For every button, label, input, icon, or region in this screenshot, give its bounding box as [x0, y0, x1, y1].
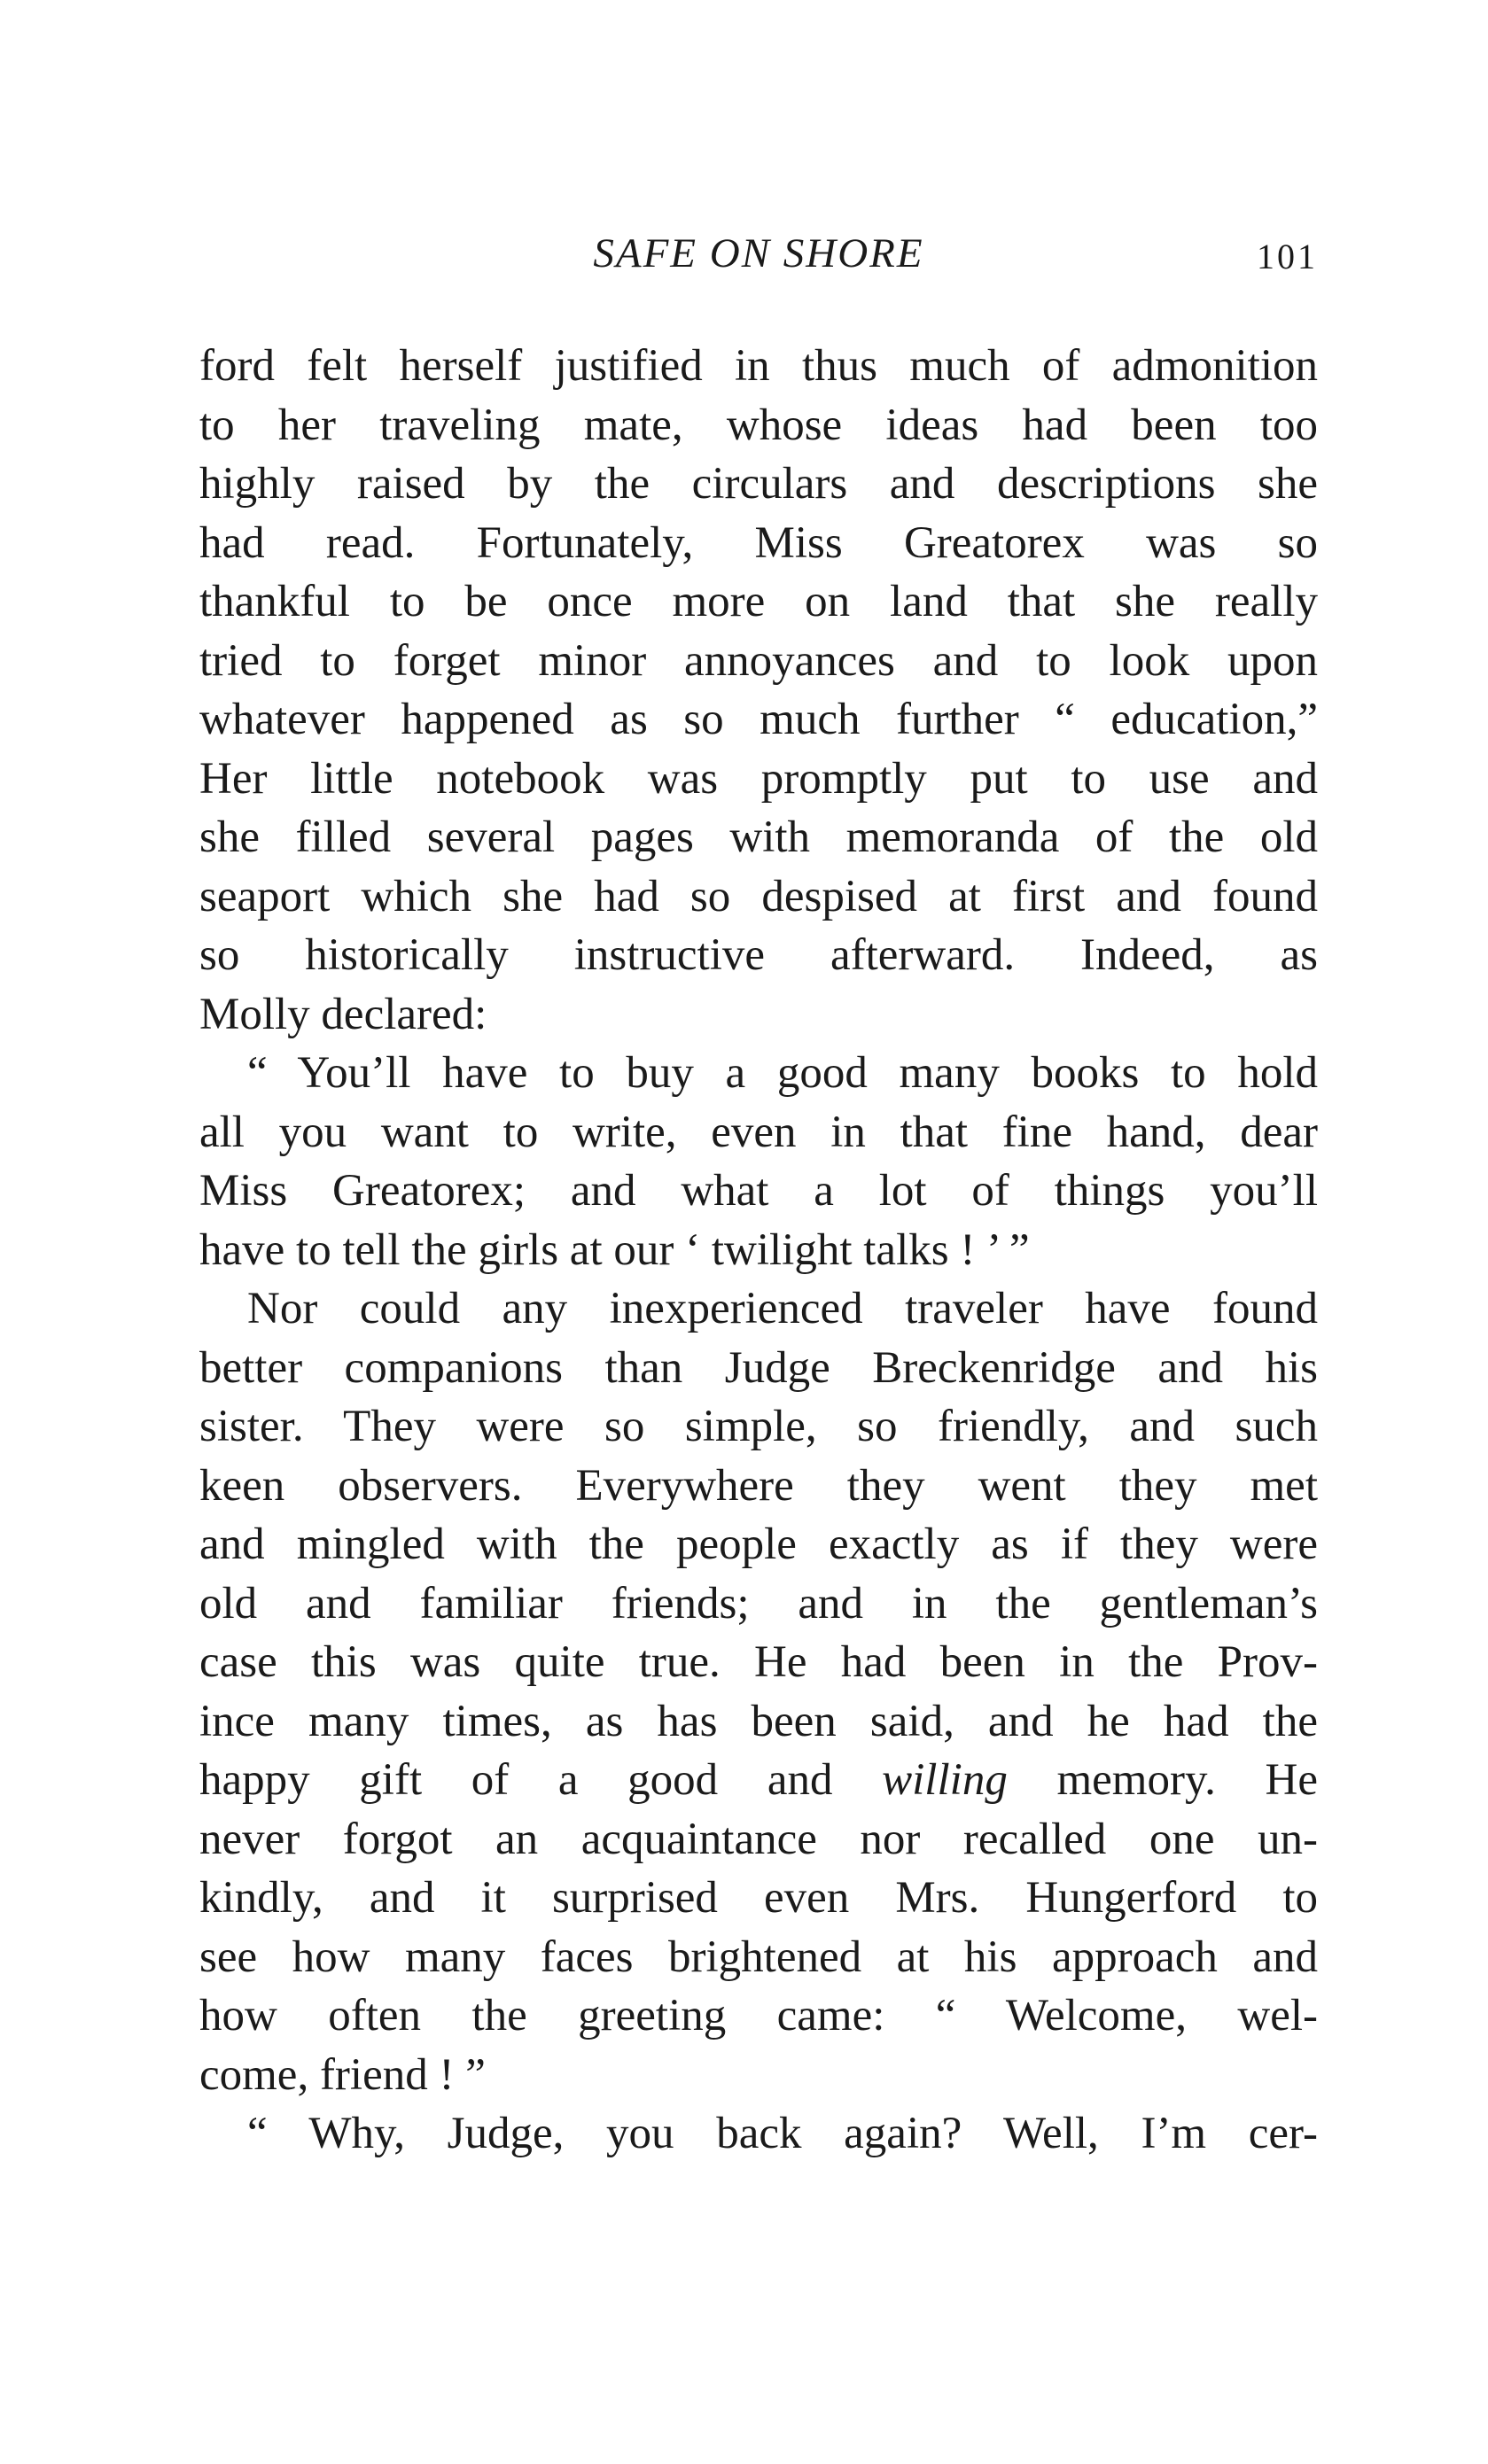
text-line: never forgot an acquaintance nor recalled one un-: [199, 1814, 1318, 1864]
text-line: had read. Fortunately, Miss Greatorex was so: [199, 517, 1318, 568]
running-head: [199, 227, 1318, 280]
text-line: better companions than Judge Breckenridge and his: [199, 1342, 1318, 1393]
text-line: highly raised by the circulars and descriptions she: [199, 459, 1318, 509]
text-line: “ Why, Judge, you back again? Well, I’m cer-: [247, 2109, 1318, 2158]
text-line: so historically instructive afterward. Indeed, as: [199, 930, 1318, 980]
text-line: keen observers. Everywhere they went they met: [199, 1460, 1318, 1511]
page-number: 101: [1257, 237, 1318, 276]
text-line: [199, 1751, 1318, 1810]
text-line: Molly declared:: [199, 989, 487, 1039]
text-line: she filled several pages with memoranda of the old: [199, 812, 1318, 862]
text-line: Miss Greatorex; and what a lot of things you’ll: [199, 1166, 1318, 1216]
text-line: whatever happened as so much further “ education,”: [199, 695, 1318, 744]
italic-word: willing: [882, 1755, 1008, 1805]
text-line: seaport which she had so despised at first and found: [199, 871, 1318, 921]
text-line: how often the greeting came: “ Welcome, wel-: [199, 1991, 1318, 2040]
text-line: and mingled with the people exactly as if they were: [199, 1520, 1318, 1569]
text-line: sister. They were so simple, so friendly, and such: [199, 1402, 1318, 1451]
text-line: ford felt herself justified in thus much of admonition: [199, 341, 1318, 391]
text-line: Her little notebook was promptly put to use and: [199, 753, 1318, 804]
text-line: tried to forget minor annoyances and to look upon: [199, 635, 1318, 686]
text-line: come, friend ! ”: [199, 2049, 486, 2100]
text-line: kindly, and it surprised even Mrs. Hungerford to: [199, 1873, 1318, 1923]
text-line: old and familiar friends; and in the gentleman’s: [199, 1578, 1318, 1628]
text-segment: happy gift of a good and: [199, 1755, 833, 1805]
running-title: SAFE ON SHORE: [593, 230, 924, 276]
text-line: ince many times, as has been said, and he had the: [199, 1696, 1318, 1746]
text-line: to her traveling mate, whose ideas had been too: [199, 400, 1318, 450]
text-segment: memory. He: [1056, 1755, 1318, 1805]
text-line: thankful to be once more on land that she really: [199, 577, 1318, 626]
text-line: case this was quite true. He had been in the Prov-: [199, 1637, 1318, 1687]
text-line: all you want to write, even in that fine hand, dear: [199, 1107, 1318, 1157]
text-line: Nor could any inexperienced traveler have found: [247, 1284, 1318, 1333]
text-line: have to tell the girls at our ‘ twilight talks ! ’ ”: [199, 1224, 1030, 1275]
text-line: “ You’ll have to buy a good many books to hold: [247, 1048, 1318, 1098]
text-line: see how many faces brightened at his approach and: [199, 1932, 1318, 1982]
body-text: [199, 337, 1318, 2164]
